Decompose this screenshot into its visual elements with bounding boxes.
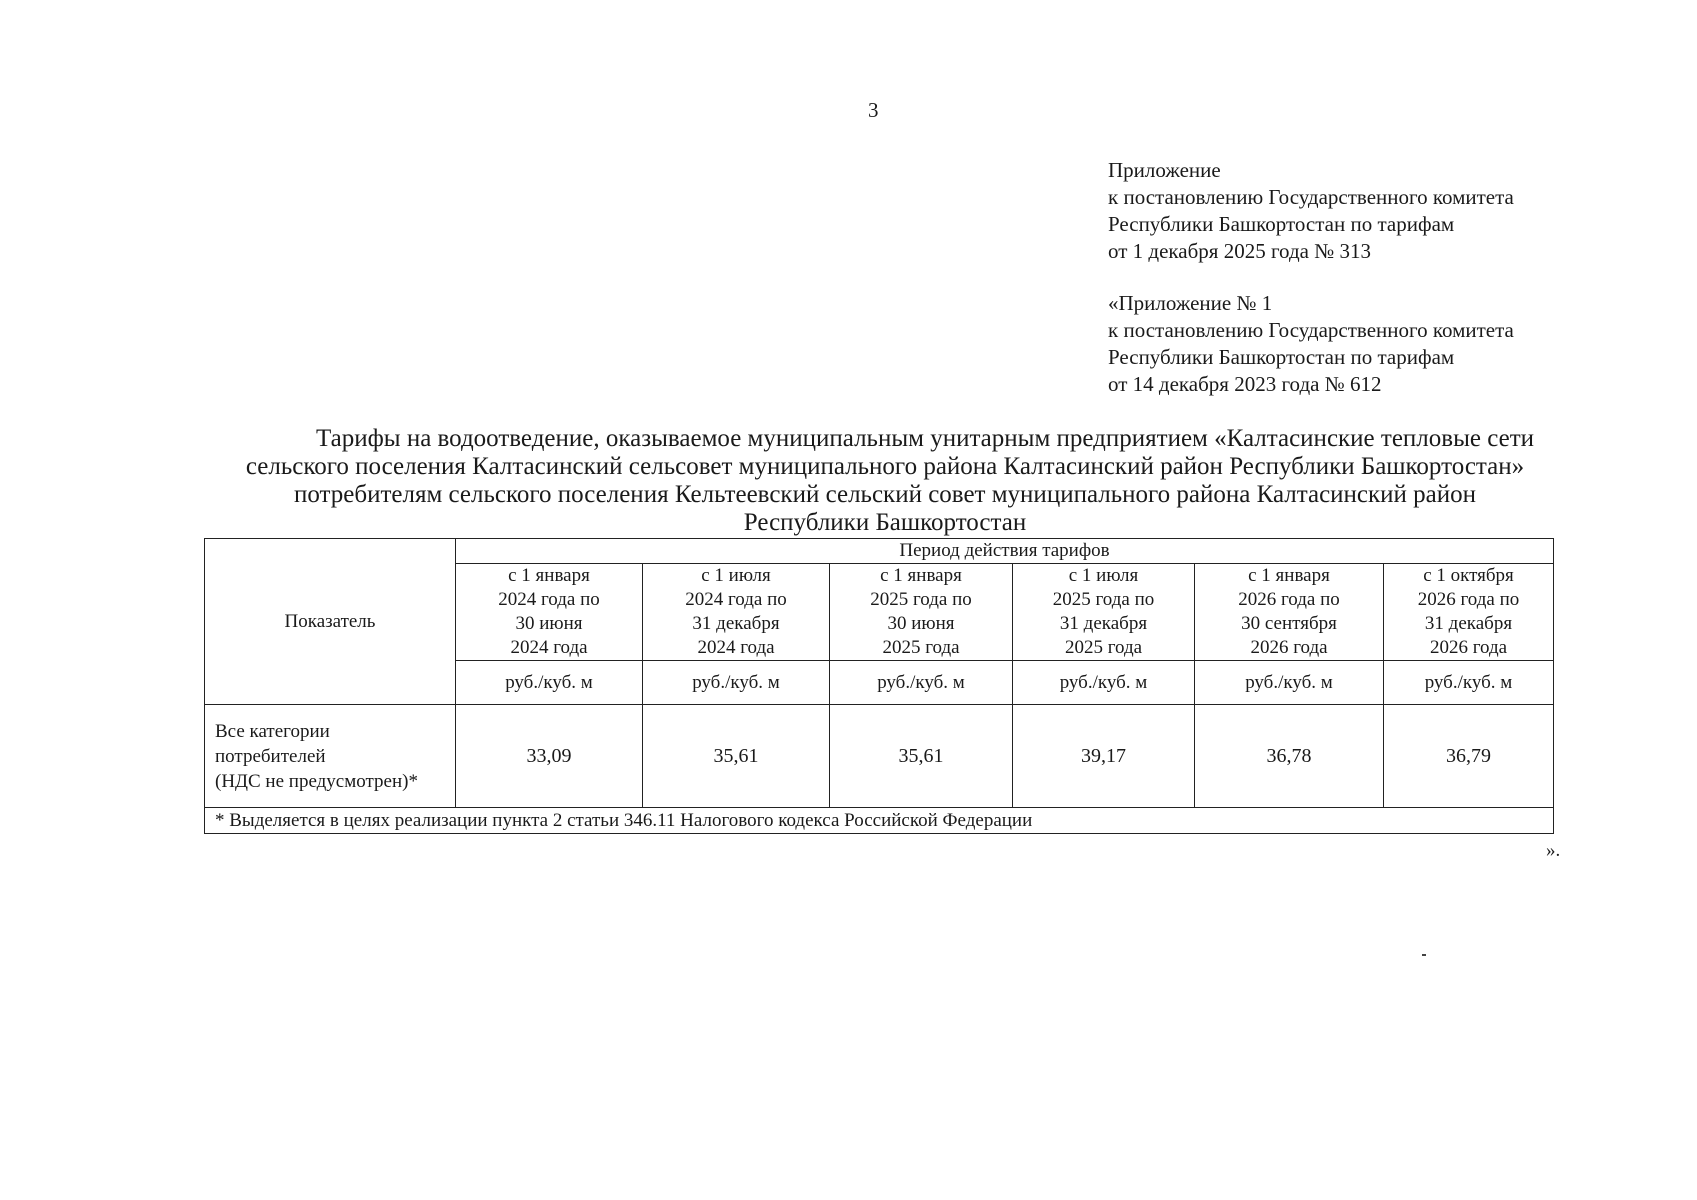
unit-cell: руб./куб. м	[1195, 661, 1384, 705]
tariff-value: 33,09	[456, 705, 643, 808]
period-line: 2026 года по	[1238, 589, 1340, 610]
title-line: Республики Башкортостан	[743, 509, 1027, 536]
period-line: 2026 года	[1250, 637, 1328, 658]
period-cell	[830, 564, 1013, 661]
appendix-line: Приложение	[1108, 158, 1221, 182]
row-label-line: потребителей	[215, 745, 326, 767]
unit-cell: руб./куб. м	[643, 661, 830, 705]
tariff-value: 36,79	[1384, 705, 1554, 808]
period-line: с 1 октября	[1423, 565, 1514, 586]
period-line: 2026 года	[1429, 637, 1508, 658]
unit-cell: руб./куб. м	[456, 661, 643, 705]
period-line: с 1 января	[508, 565, 590, 586]
period-line: 2025 года	[882, 637, 960, 658]
row-label	[205, 705, 456, 808]
period-cell	[1384, 564, 1554, 661]
period-line: 30 июня	[515, 613, 583, 634]
period-line: 2024 года по	[685, 589, 787, 610]
title-line: Тарифы на водоотведение, оказываемое муниципальным унитарным предприятием «Калтасинские тепловые сети	[315, 425, 1535, 452]
unit-cell: руб./куб. м	[1384, 661, 1554, 705]
period-line: 2026 года по	[1417, 589, 1520, 610]
period-line: 2024 года	[697, 637, 775, 658]
document-title	[170, 425, 1600, 537]
period-header: Период действия тарифов	[456, 539, 1554, 564]
period-line: 2025 года по	[870, 589, 972, 610]
period-line: с 1 января	[880, 565, 962, 586]
unit-cell: руб./куб. м	[1013, 661, 1195, 705]
appendix-line: Республики Башкортостан по тарифам	[1108, 212, 1455, 236]
tariff-value: 39,17	[1013, 705, 1195, 808]
appendix-line: от 1 декабря 2025 года № 313	[1108, 239, 1371, 263]
period-line: 31 декабря	[1424, 613, 1513, 634]
tariff-table	[204, 538, 1554, 834]
appendix-header-original	[1108, 290, 1514, 398]
period-line: 31 декабря	[1059, 613, 1148, 634]
period-line: с 1 января	[1248, 565, 1330, 586]
tariff-value: 36,78	[1195, 705, 1384, 808]
period-cell	[1013, 564, 1195, 661]
period-line: с 1 июля	[1068, 565, 1139, 586]
period-line: 30 июня	[887, 613, 955, 634]
period-cell	[456, 564, 643, 661]
appendix-line: от 14 декабря 2023 года № 612	[1108, 372, 1382, 396]
period-line: с 1 июля	[701, 565, 771, 586]
closing-quote: ».	[1546, 840, 1561, 861]
period-cell	[1195, 564, 1384, 661]
row-label-line: (НДС не предусмотрен)*	[215, 770, 418, 792]
appendix-line: к постановлению Государственного комитета	[1108, 318, 1514, 342]
title-line: потребителям сельского поселения Кельтеевский сельский совет муниципального района Калтасинский район	[293, 481, 1477, 508]
tariff-value: 35,61	[830, 705, 1013, 808]
title-line: сельского поселения Калтасинский сельсовет муниципального района Калтасинский район Республики Башкортостан»	[245, 453, 1525, 480]
appendix-line: к постановлению Государственного комитета	[1108, 185, 1514, 209]
footnote: * Выделяется в целях реализации пункта 2 статьи 346.11 Налогового кодекса Российской Федерации	[205, 808, 1554, 834]
period-line: 31 декабря	[692, 613, 780, 634]
period-line: 2025 года	[1064, 637, 1143, 658]
page-number: 3	[868, 98, 879, 122]
scan-speck	[1422, 954, 1426, 956]
period-line: 30 сентября	[1241, 613, 1337, 634]
appendix-header-current	[1108, 157, 1514, 265]
indicator-header: Показатель	[205, 539, 456, 705]
row-label-line: Все категории	[215, 720, 330, 742]
period-line: 2024 года	[510, 637, 588, 658]
appendix-line: «Приложение № 1	[1108, 291, 1273, 315]
tariff-value: 35,61	[643, 705, 830, 808]
appendix-line: Республики Башкортостан по тарифам	[1108, 345, 1455, 369]
period-line: 2025 года по	[1052, 589, 1155, 610]
period-line: 2024 года по	[498, 589, 600, 610]
period-cell	[643, 564, 830, 661]
unit-cell: руб./куб. м	[830, 661, 1013, 705]
